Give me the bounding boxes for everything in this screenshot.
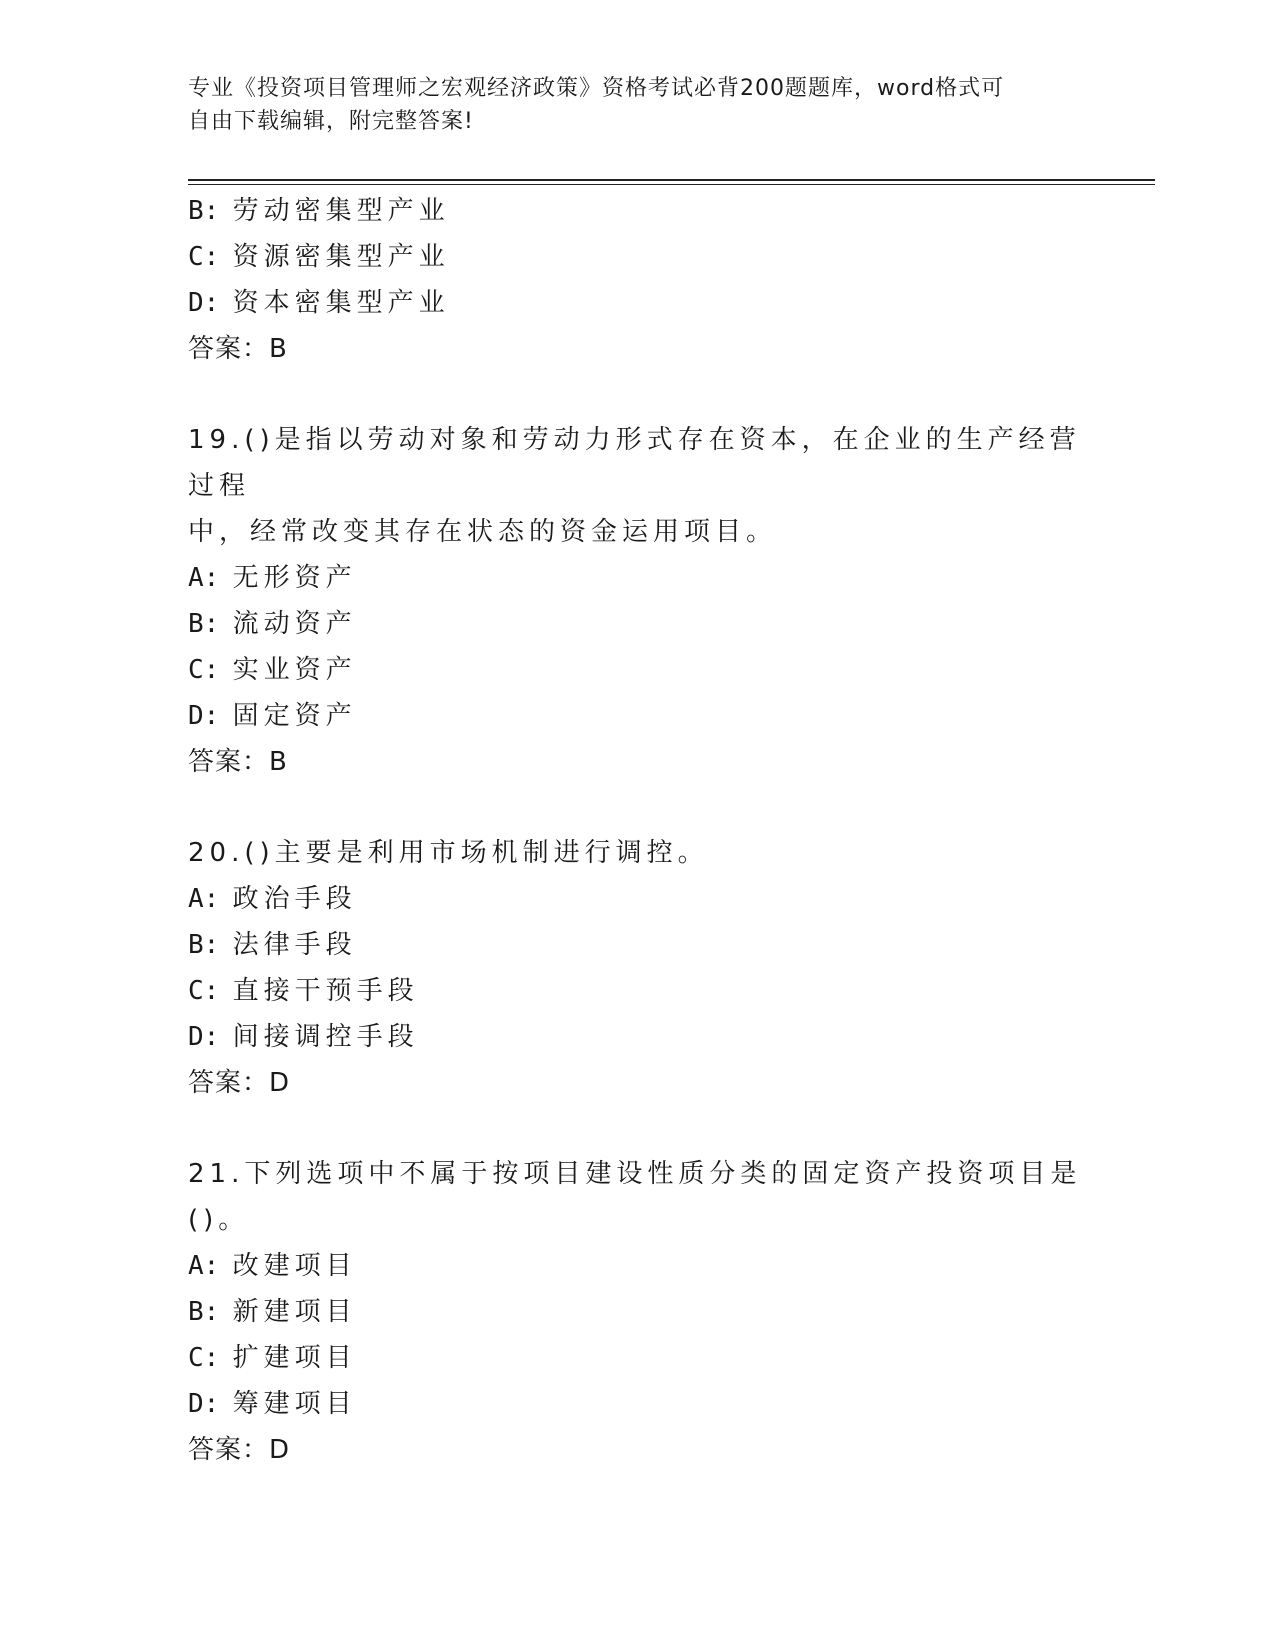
question-stem-line-1: 21.下列选项中不属于按项目建设性质分类的固定资产投资项目是()。 (188, 1159, 1082, 1235)
option-text: 新建项目 (232, 1297, 357, 1327)
answer-line: 答案：D (188, 1435, 291, 1465)
header-divider-thick (188, 179, 1155, 181)
question-block-21 (188, 1151, 1088, 1473)
header-title-line-1: 专业《投资项目管理师之宏观经济政策》资格考试必背200题题库，word格式可 (188, 76, 1005, 101)
option-text: 资源密集型产业 (232, 242, 450, 272)
option-b (188, 188, 1088, 234)
question-stem-line-1: 19.()是指以劳动对象和劳动力形式存在资本，在企业的生产经营过程 (188, 425, 1081, 501)
option-a (188, 1243, 1088, 1289)
option-prefix: B: (188, 196, 220, 226)
option-b (188, 922, 1088, 968)
option-b (188, 601, 1088, 647)
document-header (188, 72, 1088, 138)
option-prefix: A: (188, 884, 220, 914)
option-prefix: A: (188, 563, 220, 593)
option-text: 流动资产 (232, 609, 357, 639)
question-stem (188, 1151, 1088, 1243)
question-stem (188, 417, 1088, 555)
option-d (188, 693, 1088, 739)
option-prefix: B: (188, 1297, 220, 1327)
option-prefix: A: (188, 1251, 220, 1281)
option-d (188, 1381, 1088, 1427)
option-text: 无形资产 (232, 563, 357, 593)
option-text: 间接调控手段 (232, 1022, 419, 1052)
question-stem-line-2: 中，经常改变其存在状态的资金运用项目。 (188, 517, 778, 547)
option-c (188, 234, 1088, 280)
option-a (188, 876, 1088, 922)
option-prefix: C: (188, 242, 220, 272)
option-prefix: B: (188, 930, 220, 960)
option-text: 固定资产 (232, 701, 357, 731)
header-title-line-2: 自由下载编辑，附完整答案! (188, 109, 474, 134)
option-text: 筹建项目 (232, 1389, 357, 1419)
option-text: 政治手段 (232, 884, 357, 914)
answer-line: 答案：D (188, 1068, 291, 1098)
option-b (188, 1289, 1088, 1335)
option-text: 改建项目 (232, 1251, 357, 1281)
question-block-19 (188, 417, 1088, 785)
question-block-20 (188, 830, 1088, 1106)
answer-line: 答案：B (188, 747, 288, 777)
option-text: 实业资产 (232, 655, 357, 685)
answer-line: 答案：B (188, 334, 288, 364)
option-d (188, 1014, 1088, 1060)
option-text: 劳动密集型产业 (232, 196, 450, 226)
option-prefix: C: (188, 976, 220, 1006)
question-stem-line-1: 20.()主要是利用市场机制进行调控。 (188, 838, 709, 868)
option-text: 直接干预手段 (232, 976, 419, 1006)
question-stem (188, 830, 1088, 876)
option-c (188, 968, 1088, 1014)
option-prefix: D: (188, 701, 220, 731)
option-prefix: D: (188, 1022, 220, 1052)
option-d (188, 280, 1088, 326)
option-a (188, 555, 1088, 601)
header-divider-thin (188, 184, 1155, 185)
option-prefix: B: (188, 609, 220, 639)
option-prefix: C: (188, 655, 220, 685)
option-prefix: D: (188, 288, 220, 318)
option-text: 法律手段 (232, 930, 357, 960)
option-c (188, 647, 1088, 693)
question-list (188, 188, 1088, 1473)
option-prefix: D: (188, 1389, 220, 1419)
option-text: 扩建项目 (232, 1343, 357, 1373)
option-prefix: C: (188, 1343, 220, 1373)
option-c (188, 1335, 1088, 1381)
option-text: 资本密集型产业 (232, 288, 450, 318)
question-block-18 (188, 188, 1088, 372)
